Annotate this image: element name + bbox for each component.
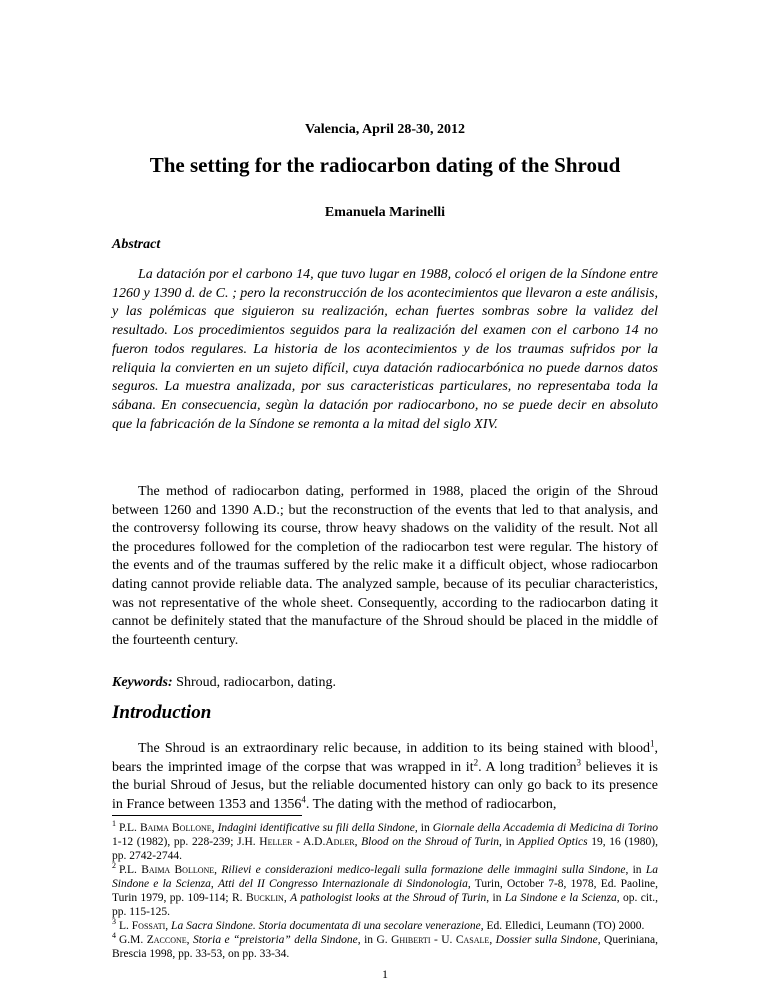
abstract-spanish: La datación por el carbono 14, que tuvo lugar en 1988, colocó el origen de la Síndone entre 1260 y 1390 d. de C. ; pero la reconstrucción de los acontecimientos que llevaron a este análisis, y las polémicas que siguieron su realización, echan fuertes sombras sobre la validez del resultado. Los procedimientos seguidos para la realización del examen con el carbono 14 no fueron todos regulares. La historia de los acontecimientos y de los traumas sufridos por la reliquia la convierten en un sujeto difícil, cuya datación radiocarbónica no puede darnos datos seguros. La muestra analizada, por sus caracteristicas particulares, no representaba toda la sábana. En consecuencia, segùn la datación por radiocarbono, no se puede decir en absoluto que la fabricación de la Síndone se remonta a la mitad del siglo XIV.: [112, 267, 658, 432]
footnote-2: $^2$ P.L. Baima Bollone, Rilievi e considerazioni medico-legali sulla formazione delle immagini sulla Sindone, in La Sindone e la Scienza, Atti del II Congresso Internazionale di Sindonologia, Turin, October 7-8, 1978, Ed. Paoline, Turin 1979, pp. 109-114; R. Bucklin, A pathologist looks at the Shroud of Turin, in La Sindone e la Scienza, op. cit., pp. 115-125.: [112, 861, 659, 918]
footnote-number: 3: [112, 917, 116, 927]
conference-header: Valencia, April 28-30, 2012: [304, 122, 466, 137]
intro-text-5: . The dating with the method of radiocarbon,: [305, 796, 557, 812]
abstract-english: The method of radiocarbon dating, performed in 1988, placed the origin of the Shroud between 1260 and 1390 A.D.; but the reconstruction of the events that led to that analysis, and the controversy following its course, throw heavy shadows on the validity of the result. Not all the procedures followed for the completion of the radiocarbon test were regular. The history of the events and of the traumas suffered by the relic make it a difficult object, whose radiocarbon dating cannot provide reliable data. The analyzed sample, because of its peculiar characteristics, was not representative of the whole sheet. Consequently, according to the radiocarbon dating it cannot be definitely stated that the manufacture of the Shroud should be placed in the middle of the fourteenth century.: [112, 484, 658, 648]
intro-text-4: believes it is the burial Shroud of Jesus, but the reliable documented history can only go back to its presence in France between 1353 and 1356: [112, 759, 658, 812]
introduction-paragraph: [112, 740, 658, 814]
keywords-label: Keywords:: [112, 675, 173, 690]
footnotes: [112, 821, 658, 961]
page-number: 1: [382, 967, 388, 981]
intro-text-2: , bears the imprinted image of the corpse that was wrapped in it: [112, 741, 658, 775]
paper-title: The setting for the radiocarbon dating of the Shroud: [149, 153, 621, 177]
footnote-number: 1: [112, 819, 116, 829]
keywords-line: [112, 675, 658, 691]
footnote-ref-3[interactable]: 3: [576, 756, 581, 767]
footnote-ref-1[interactable]: 1: [650, 738, 655, 749]
introduction-heading: Introduction: [112, 702, 212, 723]
footnote-ref-4[interactable]: 4: [301, 793, 306, 804]
footnote-1: $^1$ P.L. Baima Bollone, Indagini identificative su fili della Sindone, in Giornale della Accademia di Medicina di Torino 1-12 (1982), pp. 228-239; J.H. Heller - A.D.Adler, Blood on the Shroud of Turin, in Applied Optics 19, 16 (1980), pp. 2742-2744.: [112, 819, 658, 862]
abstract-heading: Abstract: [112, 237, 161, 252]
intro-text-3: . A long tradition: [478, 759, 577, 775]
footnote-3: $^3$ L. Fossati, La Sacra Sindone. Storia documentata di una secolare venerazione, Ed. Elledici, Leumann (TO) 2000.: [112, 917, 645, 932]
intro-text-1: The Shroud is an extraordinary relic because, in addition to its being stained with blood: [138, 741, 650, 756]
author-name: Emanuela Marinelli: [324, 205, 446, 220]
footnote-divider: [112, 815, 302, 816]
keywords-text: Shroud, radiocarbon, dating.: [172, 675, 336, 690]
footnote-4: $^4$ G.M. Zaccone, Storia e “preistoria” della Sindone, in G. Ghiberti - U. Casale, Dossier sulla Sindone, Queriniana, Brescia 1998, pp. 33-53, on pp. 33-34.: [112, 931, 659, 960]
footnote-number: 4: [112, 931, 116, 941]
footnote-ref-2[interactable]: 2: [473, 756, 479, 767]
footnote-number: 2: [112, 861, 116, 871]
